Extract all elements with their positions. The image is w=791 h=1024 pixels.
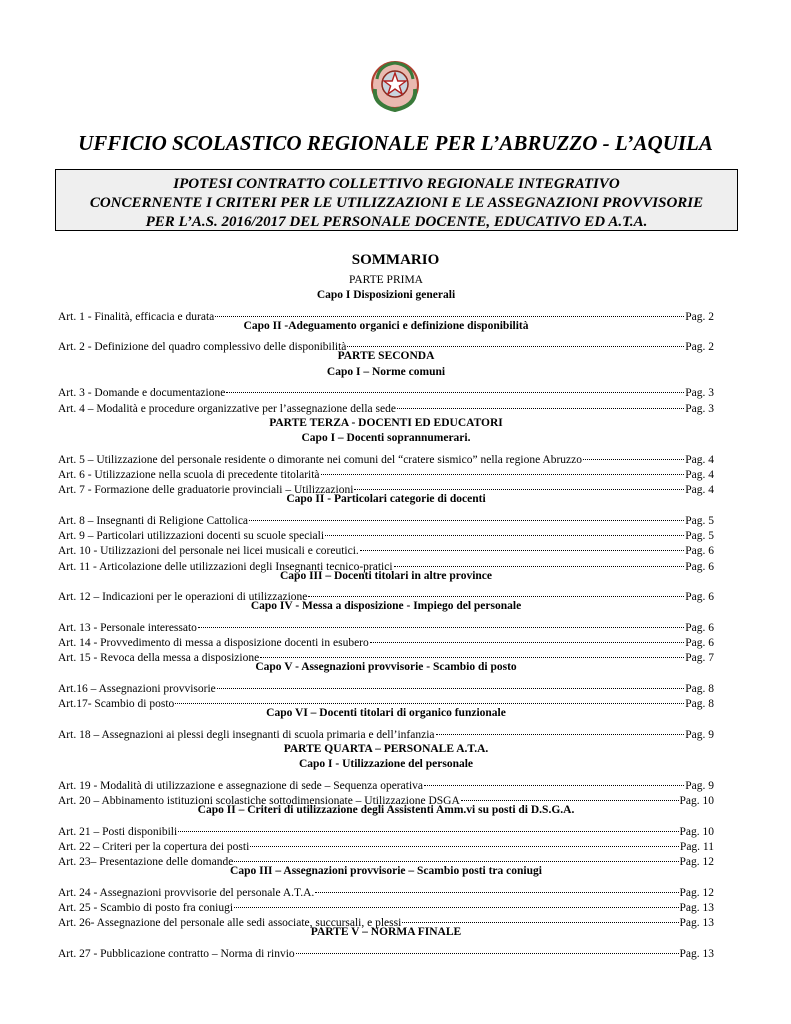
- dot-leader: [360, 535, 684, 551]
- toc-section-heading: Capo I – Norme comuni: [326, 365, 446, 378]
- dot-leader: [325, 520, 684, 536]
- toc-entry: [58, 584, 714, 604]
- toc-entry: [58, 722, 714, 741]
- toc-entry-page: Pag. 6: [685, 621, 714, 634]
- toc-entry: [58, 553, 714, 573]
- document-title-line: PER L’A.S. 2016/2017 DEL PERSONALE DOCENTE, EDUCATIVO ED A.T.A.: [145, 214, 648, 230]
- dot-leader: [402, 907, 678, 923]
- toc-entry-page: Pag. 6: [685, 637, 714, 650]
- toc-entry-page: Pag. 12: [679, 856, 714, 869]
- toc-entry: [58, 788, 714, 808]
- toc-section-heading: PARTE PRIMA: [349, 274, 423, 286]
- toc-entry-page: Pag. 6: [685, 560, 714, 573]
- toc-entry-title: Art. 27 - Pubblicazione contratto – Norma di rinvio: [58, 948, 295, 961]
- toc-section-heading: Capo III – Assegnazioni provvisorie – Scambio posti tra coniugi: [230, 865, 542, 878]
- toc-section-heading: Capo I – Docenti soprannumerari.: [301, 431, 471, 444]
- toc-entry-page: Pag. 4: [685, 453, 714, 466]
- toc-entry: [58, 941, 714, 961]
- toc-entry-title: Art. 9 – Particolari utilizzazioni docenti su scuole speciali: [58, 530, 325, 543]
- toc-entry-page: Pag. 8: [685, 683, 714, 696]
- toc-section-heading: Capo II - Particolari categorie di docenti: [286, 493, 486, 506]
- toc-entry-title: Art.17- Scambio di posto: [58, 698, 175, 711]
- republic-emblem-icon: [369, 59, 421, 113]
- summary-heading: SOMMARIO: [351, 252, 440, 268]
- toc-entry-page: Pag. 13: [679, 917, 714, 930]
- toc-entry-title: Art. 6 - Utilizzazione nella scuola di precedente titolarità: [58, 468, 320, 481]
- toc-entry-page: Pag. 9: [685, 779, 714, 792]
- toc-entry-page: Pag. 6: [685, 545, 714, 558]
- dot-leader: [175, 688, 684, 704]
- toc-entry-page: Pag. 10: [679, 825, 714, 838]
- dot-leader: [260, 642, 684, 658]
- toc-section-heading: Capo III – Docenti titolari in altre province: [280, 569, 492, 582]
- dot-leader: [347, 331, 684, 347]
- toc-entry: [58, 334, 714, 354]
- toc-entry-title: Art. 4 – Modalità e procedure organizzative per l’assegnazione della sede: [58, 402, 396, 415]
- document-title-line: IPOTESI CONTRATTO COLLETTIVO REGIONALE INTEGRATIVO: [173, 176, 620, 192]
- toc-section-heading: PARTE V – NORMA FINALE: [310, 926, 462, 939]
- dot-leader: [583, 443, 684, 459]
- toc-entry-title: Art. 3 - Domande e documentazione: [58, 387, 226, 400]
- toc-entry-title: Art. 8 – Insegnanti di Religione Cattolica: [58, 514, 249, 527]
- toc-entry-title: Art. 26- Assegnazione del personale alle sedi associate, succursali, e plessi: [58, 917, 402, 930]
- document-title-line: CONCERNENTE I CRITERI PER LE UTILIZZAZIONI E LE ASSEGNAZIONI PROVVISORIE: [89, 195, 704, 211]
- toc-entry: [58, 910, 714, 930]
- toc-entry-page: Pag. 9: [685, 728, 714, 741]
- toc-entry-page: Pag. 4: [685, 484, 714, 497]
- toc-entry-page: Pag. 3: [685, 402, 714, 415]
- dot-leader: [249, 504, 684, 520]
- toc-section-heading: PARTE SECONDA: [337, 350, 435, 363]
- dot-leader: [354, 474, 684, 490]
- toc-entry-title: Art. 7 - Formazione delle graduatorie provinciali – Utilizzazioni: [58, 484, 354, 497]
- dot-leader: [308, 581, 684, 597]
- toc-entry-title: Art. 10 - Utilizzazioni del personale nei licei musicali e coreutici.: [58, 545, 359, 558]
- dot-leader: [226, 377, 684, 393]
- toc-entry: [58, 849, 714, 869]
- toc-section-heading: PARTE TERZA - DOCENTI ED EDUCATORI: [269, 416, 503, 429]
- dot-leader: [461, 785, 679, 801]
- dot-leader: [198, 612, 684, 628]
- toc-entry-page: Pag. 2: [685, 341, 714, 354]
- toc-entry-page: Pag. 11: [679, 840, 714, 853]
- dot-leader: [370, 627, 684, 643]
- toc-entry: [58, 304, 714, 323]
- toc-entry-page: Pag. 13: [679, 902, 714, 915]
- toc-entry: [58, 395, 714, 415]
- dot-leader: [321, 459, 685, 475]
- toc-entry-page: Pag. 2: [685, 310, 714, 323]
- dot-leader: [215, 301, 684, 317]
- toc-entry-title: Art. 23– Presentazione delle domande: [58, 856, 234, 869]
- toc-entry-page: Pag. 4: [685, 468, 714, 481]
- office-title: UFFICIO SCOLASTICO REGIONALE PER L’ABRUZZO - L’AQUILA: [78, 131, 713, 155]
- dot-leader: [296, 938, 679, 954]
- dot-leader: [250, 831, 679, 847]
- toc-entry-title: Art. 13 - Personale interessato: [58, 621, 197, 634]
- toc-entry-page: Pag. 5: [685, 514, 714, 527]
- toc-entry-title: Art. 19 - Modalità di utilizzazione e assegnazione di sede – Sequenza operativa: [58, 779, 423, 792]
- dot-leader: [217, 673, 684, 689]
- toc-entry-title: Art.16 – Assegnazioni provvisorie: [58, 683, 216, 696]
- toc-entry-title: Art. 2 - Definizione del quadro complessivo delle disponibilità: [58, 341, 347, 354]
- toc-section-heading: Capo V - Assegnazioni provvisorie - Scambio di posto: [255, 661, 517, 674]
- toc-entry-title: Art. 21 – Posti disponibili: [58, 825, 178, 838]
- toc-entry-page: Pag. 13: [679, 948, 714, 961]
- toc-entry-title: Art. 22 – Criteri per la copertura dei posti: [58, 840, 250, 853]
- toc-section-heading: Capo VI – Docenti titolari di organico funzionale: [266, 707, 506, 720]
- dot-leader: [234, 846, 678, 862]
- toc-entry-title: Art. 11 - Articolazione delle utilizzazioni degli Insegnanti tecnico-pratici: [58, 560, 393, 573]
- toc-entry-page: Pag. 7: [685, 652, 714, 665]
- dot-leader: [436, 719, 685, 735]
- toc-entry-title: Art. 14 - Provvedimento di messa a disposizione docenti in esubero: [58, 637, 369, 650]
- toc-entry-title: Art. 15 - Revoca della messa a disposizione: [58, 652, 260, 665]
- toc-entry-page: Pag. 8: [685, 698, 714, 711]
- toc-entry-title: Art. 25 - Scambio di posto fra coniugi: [58, 902, 234, 915]
- toc-entry-page: Pag. 6: [685, 591, 714, 604]
- toc-entry: [58, 645, 714, 665]
- dot-leader: [394, 550, 685, 566]
- toc-entry-page: Pag. 12: [679, 886, 714, 899]
- toc-entry-title: Art. 1 - Finalità, efficacia e durata: [58, 310, 215, 323]
- dot-leader: [397, 392, 684, 408]
- toc-section-heading: Capo I - Utilizzazione del personale: [298, 758, 474, 771]
- toc-entry-title: Art. 24 - Assegnazioni provvisorie del personale A.T.A.: [58, 886, 315, 899]
- toc-section-heading: Capo I Disposizioni generali: [316, 289, 456, 302]
- dot-leader: [234, 892, 678, 908]
- document-title-box: [55, 169, 738, 231]
- dot-leader: [178, 815, 678, 831]
- toc-entry-page: Pag. 3: [685, 387, 714, 400]
- toc-section-heading: Capo IV - Messa a disposizione - Impiego del personale: [250, 600, 522, 613]
- toc-entry-title: Art. 5 – Utilizzazione del personale residente o dimorante nei comuni del “cratere sismico” nella regione Abruzzo: [58, 453, 583, 466]
- toc-entry-page: Pag. 5: [685, 530, 714, 543]
- table-of-contents: [58, 273, 714, 961]
- toc-entry-page: Pag. 10: [679, 795, 714, 808]
- toc-entry-title: Art. 20 – Abbinamento istituzioni scolastiche sottodimensionate – Utilizzazione DSGA: [58, 795, 460, 808]
- toc-section-heading: PARTE QUARTA – PERSONALE A.T.A.: [283, 742, 489, 755]
- dot-leader: [424, 770, 684, 786]
- dot-leader: [315, 877, 678, 893]
- toc-entry-title: Art. 12 – Indicazioni per le operazioni di utilizzazione: [58, 591, 308, 604]
- toc-entry: [58, 691, 714, 711]
- toc-entry-title: Art. 18 – Assegnazioni ai plessi degli insegnanti di scuola primaria e dell’infanzia: [58, 728, 435, 741]
- toc-entry: [58, 477, 714, 497]
- toc-section-heading: Capo II -Adeguamento organici e definizione disponibilità: [243, 319, 529, 332]
- toc-section-heading: Capo II – Criteri di utilizzazione degli Assistenti Amm.vi su posti di D.S.G.A.: [197, 804, 575, 817]
